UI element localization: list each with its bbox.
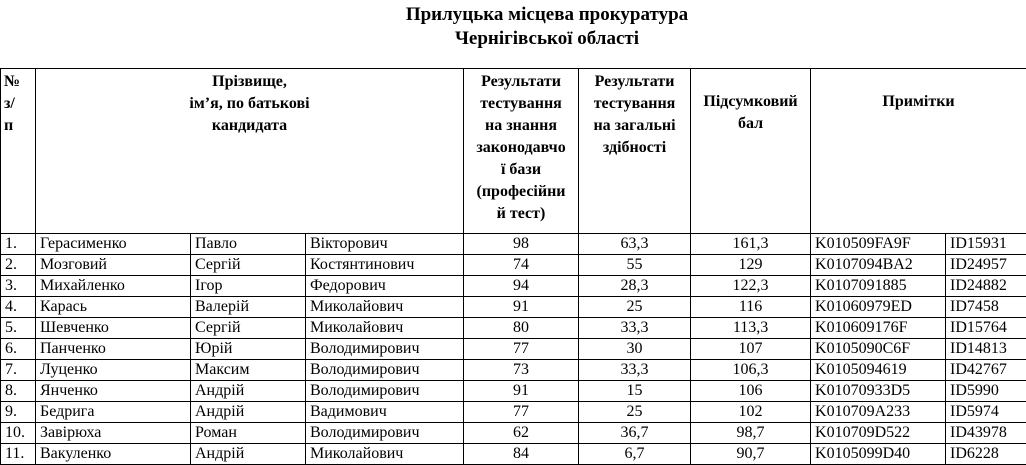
law-test-score-cell: 62: [464, 423, 579, 444]
general-test-score-cell: 36,7: [579, 423, 691, 444]
total-score-cell: 106: [691, 381, 811, 402]
candidate-code-cell: K0105099D40: [811, 444, 946, 465]
general-test-score-cell: 6,7: [579, 444, 691, 465]
law-test-score-cell: 91: [464, 381, 579, 402]
candidate-id-cell: ID15931: [946, 234, 1026, 255]
row-number: 5.: [1, 318, 36, 339]
first-name-cell: Павло: [191, 234, 306, 255]
general-test-score-cell: 33,3: [579, 318, 691, 339]
total-score-cell: 113,3: [691, 318, 811, 339]
candidate-code-cell: K0107094BA2: [811, 255, 946, 276]
law-test-score-cell: 94: [464, 276, 579, 297]
table-row: [1, 360, 1026, 381]
header-number: № з/ п: [1, 69, 36, 234]
first-name-cell: Сергій: [191, 255, 306, 276]
law-test-score-cell: 77: [464, 402, 579, 423]
table-row: [1, 402, 1026, 423]
total-score-cell: 116: [691, 297, 811, 318]
candidate-code-cell: K010609176F: [811, 318, 946, 339]
results-table: [0, 68, 1026, 465]
table-row: [1, 318, 1026, 339]
general-test-score-cell: 25: [579, 402, 691, 423]
surname-cell: Луценко: [36, 360, 191, 381]
candidate-id-cell: ID5974: [946, 402, 1026, 423]
candidate-code-cell: K010709D522: [811, 423, 946, 444]
patronymic-cell: Володимирович: [306, 339, 464, 360]
candidate-code-cell: K010509FA9F: [811, 234, 946, 255]
table-row: [1, 297, 1026, 318]
row-number: 9.: [1, 402, 36, 423]
candidate-id-cell: ID24957: [946, 255, 1026, 276]
table-row: [1, 381, 1026, 402]
law-test-score-cell: 98: [464, 234, 579, 255]
general-test-score-cell: 63,3: [579, 234, 691, 255]
candidate-code-cell: K010709A233: [811, 402, 946, 423]
surname-cell: Завірюха: [36, 423, 191, 444]
patronymic-cell: Федорович: [306, 276, 464, 297]
first-name-cell: Андрій: [191, 381, 306, 402]
total-score-cell: 107: [691, 339, 811, 360]
total-score-cell: 122,3: [691, 276, 811, 297]
candidate-id-cell: ID43978: [946, 423, 1026, 444]
candidate-id-cell: ID14813: [946, 339, 1026, 360]
general-test-score-cell: 28,3: [579, 276, 691, 297]
total-score-cell: 106,3: [691, 360, 811, 381]
surname-cell: Вакуленко: [36, 444, 191, 465]
law-test-score-cell: 91: [464, 297, 579, 318]
patronymic-cell: Миколайович: [306, 444, 464, 465]
candidate-id-cell: ID15764: [946, 318, 1026, 339]
surname-cell: Карась: [36, 297, 191, 318]
patronymic-cell: Костянтинович: [306, 255, 464, 276]
general-test-score-cell: 25: [579, 297, 691, 318]
table-row: [1, 234, 1026, 255]
general-test-score-cell: 15: [579, 381, 691, 402]
total-score-cell: 161,3: [691, 234, 811, 255]
total-score-cell: 129: [691, 255, 811, 276]
general-test-score-cell: 55: [579, 255, 691, 276]
row-number: 7.: [1, 360, 36, 381]
table-row: [1, 276, 1026, 297]
total-score-cell: 90,7: [691, 444, 811, 465]
total-score-cell: 102: [691, 402, 811, 423]
row-number: 8.: [1, 381, 36, 402]
table-row: [1, 255, 1026, 276]
first-name-cell: Максим: [191, 360, 306, 381]
row-number: 1.: [1, 234, 36, 255]
general-test-score-cell: 33,3: [579, 360, 691, 381]
candidate-code-cell: K01060979ED: [811, 297, 946, 318]
law-test-score-cell: 84: [464, 444, 579, 465]
law-test-score-cell: 80: [464, 318, 579, 339]
total-score-cell: 98,7: [691, 423, 811, 444]
law-test-score-cell: 74: [464, 255, 579, 276]
patronymic-cell: Миколайович: [306, 297, 464, 318]
header-total-score: Підсумковий бал: [691, 69, 811, 234]
first-name-cell: Юрій: [191, 339, 306, 360]
candidate-id-cell: ID24882: [946, 276, 1026, 297]
surname-cell: Панченко: [36, 339, 191, 360]
surname-cell: Шевченко: [36, 318, 191, 339]
patronymic-cell: Миколайович: [306, 318, 464, 339]
row-number: 3.: [1, 276, 36, 297]
first-name-cell: Андрій: [191, 444, 306, 465]
law-test-score-cell: 73: [464, 360, 579, 381]
surname-cell: Бедрига: [36, 402, 191, 423]
candidate-id-cell: ID6228: [946, 444, 1026, 465]
document-title-line2: Чернігівської області: [0, 27, 1026, 51]
first-name-cell: Ігор: [191, 276, 306, 297]
header-law-test: Результати тестування на знання законодавчо ї бази (професійни й тест): [464, 69, 579, 234]
row-number: 4.: [1, 297, 36, 318]
first-name-cell: Валерій: [191, 297, 306, 318]
surname-cell: Мозговий: [36, 255, 191, 276]
row-number: 6.: [1, 339, 36, 360]
row-number: 11.: [1, 444, 36, 465]
header-general-test: Результати тестування на загальні здібності: [579, 69, 691, 234]
table-header-row: [1, 69, 1026, 234]
table-row: [1, 444, 1026, 465]
surname-cell: Михайленко: [36, 276, 191, 297]
table-row: [1, 339, 1026, 360]
candidate-code-cell: K0105094619: [811, 360, 946, 381]
table-row: [1, 423, 1026, 444]
first-name-cell: Роман: [191, 423, 306, 444]
patronymic-cell: Вадимович: [306, 402, 464, 423]
candidate-code-cell: K0107091885: [811, 276, 946, 297]
candidate-id-cell: ID42767: [946, 360, 1026, 381]
header-notes: Примітки: [811, 69, 1026, 234]
header-candidate-name: Прізвище, ім’я, по батькові кандидата: [36, 69, 464, 234]
patronymic-cell: Вікторович: [306, 234, 464, 255]
first-name-cell: Сергій: [191, 318, 306, 339]
candidate-id-cell: ID5990: [946, 381, 1026, 402]
document-title-line1: Прилуцька місцева прокуратура: [0, 3, 1026, 27]
row-number: 10.: [1, 423, 36, 444]
candidate-code-cell: K0105090C6F: [811, 339, 946, 360]
first-name-cell: Андрій: [191, 402, 306, 423]
surname-cell: Герасименко: [36, 234, 191, 255]
table-body: [1, 234, 1026, 465]
patronymic-cell: Володимирович: [306, 423, 464, 444]
patronymic-cell: Володимирович: [306, 360, 464, 381]
law-test-score-cell: 77: [464, 339, 579, 360]
surname-cell: Янченко: [36, 381, 191, 402]
candidate-code-cell: K01070933D5: [811, 381, 946, 402]
candidate-id-cell: ID7458: [946, 297, 1026, 318]
general-test-score-cell: 30: [579, 339, 691, 360]
row-number: 2.: [1, 255, 36, 276]
patronymic-cell: Володимирович: [306, 381, 464, 402]
